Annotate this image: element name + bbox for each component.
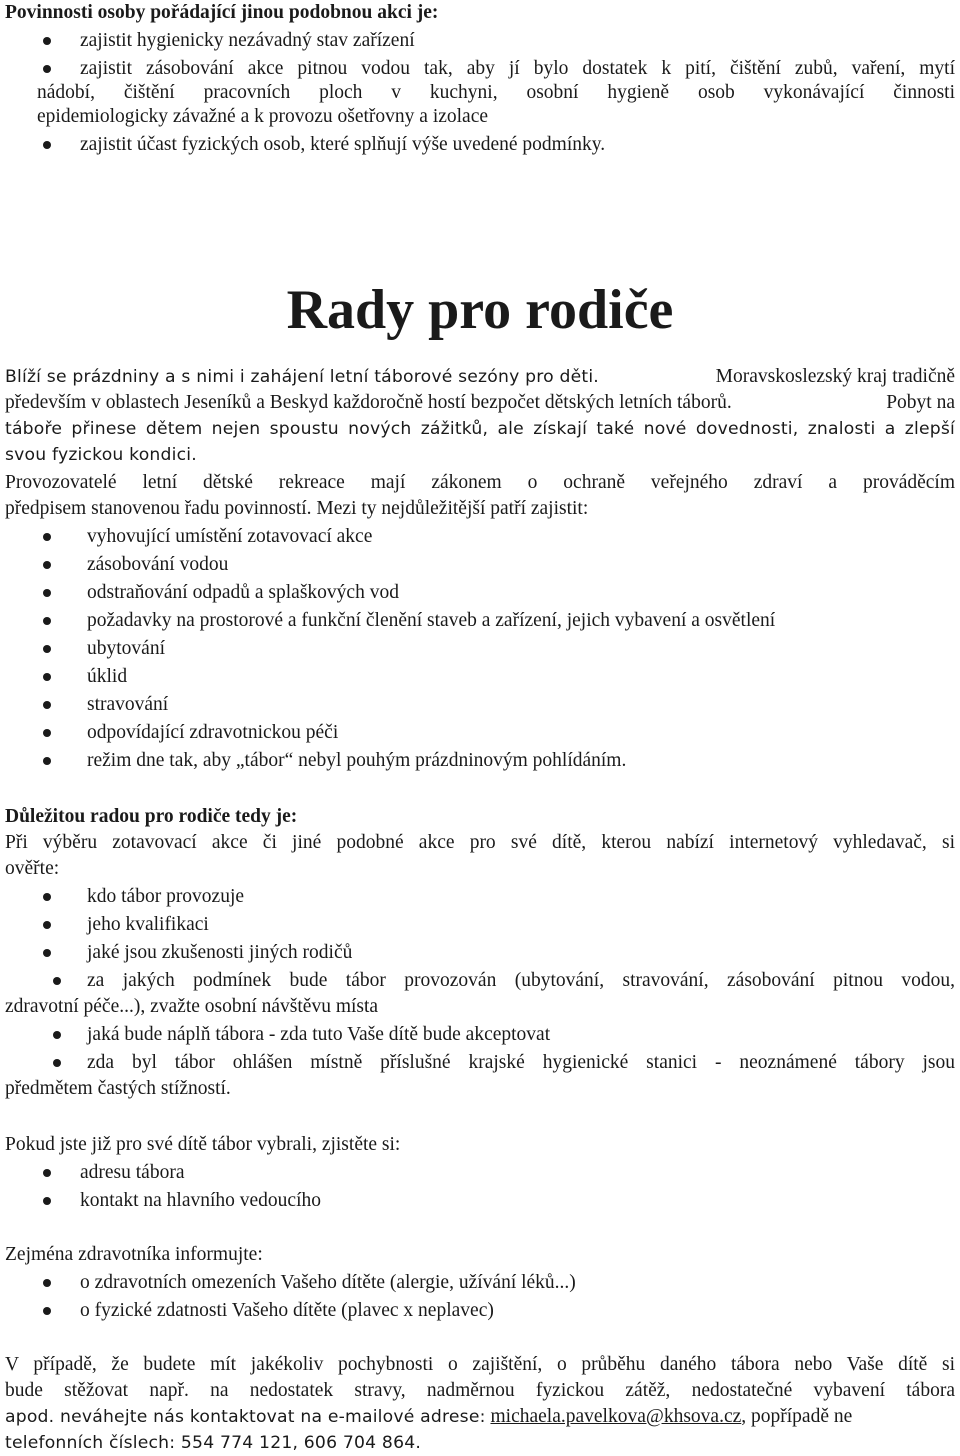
- list-item-continuation: předmětem častých stížností.: [5, 1078, 231, 1099]
- list-item: o zdravotních omezeních Vašeho dítěte (alergie, užívání léků...): [80, 1272, 576, 1293]
- paragraph-line: [5, 365, 955, 389]
- list-item: o fyzické zdatnosti Vašeho dítěte (plavec x neplavec): [80, 1300, 494, 1321]
- paragraph-text: Pobyt na: [886, 392, 955, 413]
- list-item: režim dne tak, aby „tábor“ nebyl pouhým prázdninovým pohlídáním.: [87, 750, 627, 771]
- list-item: jaká bude náplň tábora - zda tuto Vaše dítě bude akceptovat: [87, 1024, 551, 1045]
- list-item: adresu tábora: [80, 1162, 185, 1183]
- paragraph-text: Moravskoslezský kraj tradičně: [715, 366, 955, 387]
- bullet-icon: [53, 1059, 61, 1067]
- bullet-icon: [43, 65, 51, 73]
- section-heading: Zejména zdravotníka informujte:: [5, 1244, 263, 1265]
- paragraph-text: , popřípadě ne: [741, 1406, 853, 1427]
- paragraph-text: Mezi ty nejdůležitější patří zajistit:: [316, 498, 589, 519]
- list-item: odpovídající zdravotnickou péči: [87, 722, 339, 743]
- list-item: zásobování vodou: [87, 554, 229, 575]
- paragraph-line: táboře přinese dětem nejen spoustu nových zážitků, ale získají také nové dovednosti, znalosti a zlepší: [5, 419, 955, 439]
- list-item: za jakých podmínek bude tábor provozován (ubytování, stravování, zásobování pitnou vodou,: [87, 970, 955, 991]
- paragraph-text: především v oblastech Jeseníků a Beskyd každoročně hostí bezpočet dětských letních táborů.: [5, 392, 732, 413]
- intro-item: zajistit zásobování akce pitnou vodou tak, aby jí bylo dostatek k pití, čištění zubů, vaření, mytí: [80, 58, 955, 79]
- paragraph-line: bude stěžovat např. na nedostatek stravy, nadměrnou fyzickou zátěž, nedostatečné vybavení tábora: [5, 1380, 955, 1401]
- bullet-icon: [43, 1307, 51, 1315]
- list-item: kdo tábor provozuje: [87, 886, 245, 907]
- email-link[interactable]: michaela.pavelkova@khsova.cz: [490, 1406, 742, 1427]
- bullet-icon: [43, 533, 51, 541]
- list-item: stravování: [87, 694, 169, 715]
- bullet-icon: [43, 1279, 51, 1287]
- paragraph-line: svou fyzickou kondici.: [5, 445, 197, 465]
- paragraph-line: Provozovatelé letní dětské rekreace mají zákonem o ochraně veřejného zdraví a prováděcím: [5, 472, 955, 493]
- list-item-continuation: zdravotní péče...), zvažte osobní návštěvu místa: [5, 996, 379, 1017]
- paragraph-line: V případě, že budete mít jakékoliv pochybnosti o zajištění, o průběhu daného tábora nebo Vaše dítě si: [5, 1354, 955, 1375]
- bullet-icon: [43, 729, 51, 737]
- bullet-icon: [43, 141, 51, 149]
- paragraph-line: Při výběru zotavovací akce či jiné podobné akce pro své dítě, kterou nabízí internetový vyhledavač, si: [5, 832, 955, 853]
- bullet-icon: [53, 977, 61, 985]
- bullet-icon: [43, 561, 51, 569]
- paragraph-line: telefonních číslech: 554 774 121, 606 704 864.: [5, 1433, 422, 1453]
- bullet-icon: [43, 673, 51, 681]
- bullet-icon: [43, 617, 51, 625]
- paragraph-line: ověřte:: [5, 858, 60, 879]
- paragraph-text: předpisem stanovenou řadu povinností.: [5, 498, 312, 519]
- bullet-icon: [43, 589, 51, 597]
- paragraph-line: [5, 497, 588, 521]
- list-item: zda byl tábor ohlášen místně příslušné krajské hygienické stanici - neoznámené tábory jsou: [87, 1052, 955, 1073]
- intro-item: zajistit hygienicky nezávadný stav zařízení: [80, 30, 415, 51]
- paragraph-text-sans: Blíží se prázdniny a s nimi i zahájení letní táborové sezóny pro děti.: [5, 367, 599, 387]
- section-heading: Pokud jste již pro své dítě tábor vybrali, zjistěte si:: [5, 1134, 401, 1155]
- paragraph-text-sans: apod. neváhejte nás kontaktovat na e-mailové adrese:: [5, 1407, 486, 1427]
- list-item: úklid: [87, 666, 128, 687]
- bullet-icon: [43, 757, 51, 765]
- list-item: vyhovující umístění zotavovací akce: [87, 526, 373, 547]
- intro-item: zajistit účast fyzických osob, které splňují výše uvedené podmínky.: [80, 134, 606, 155]
- paragraph-line: [5, 1405, 955, 1429]
- bullet-icon: [43, 37, 51, 45]
- bullet-icon: [43, 949, 51, 957]
- list-item: požadavky na prostorové a funkční členění staveb a zařízení, jejich vybavení a osvětlení: [87, 610, 776, 631]
- list-item: kontakt na hlavního vedoucího: [80, 1190, 321, 1211]
- page-title: Rady pro rodiče: [286, 279, 674, 341]
- list-item: jeho kvalifikaci: [87, 914, 209, 935]
- list-item: ubytování: [87, 638, 165, 659]
- intro-item-continuation: nádobí, čištění pracovních ploch v kuchyni, osobní hygieně osob vykonávající činnosti: [37, 82, 955, 103]
- intro-item-continuation: epidemiologicky závažné a k provozu ošetřovny a izolace: [37, 106, 489, 127]
- bullet-icon: [43, 1197, 51, 1205]
- paragraph-line: [5, 391, 955, 415]
- list-item: odstraňování odpadů a splaškových vod: [87, 582, 399, 603]
- bullet-icon: [43, 893, 51, 901]
- list-item: jaké jsou zkušenosti jiných rodičů: [87, 942, 353, 963]
- intro-heading: Povinnosti osoby pořádající jinou podobnou akci je:: [5, 2, 439, 23]
- bullet-icon: [43, 1169, 51, 1177]
- section-heading: Důležitou radou pro rodiče tedy je:: [5, 806, 298, 827]
- bullet-icon: [43, 701, 51, 709]
- bullet-icon: [53, 1031, 61, 1039]
- bullet-icon: [43, 645, 51, 653]
- bullet-icon: [43, 921, 51, 929]
